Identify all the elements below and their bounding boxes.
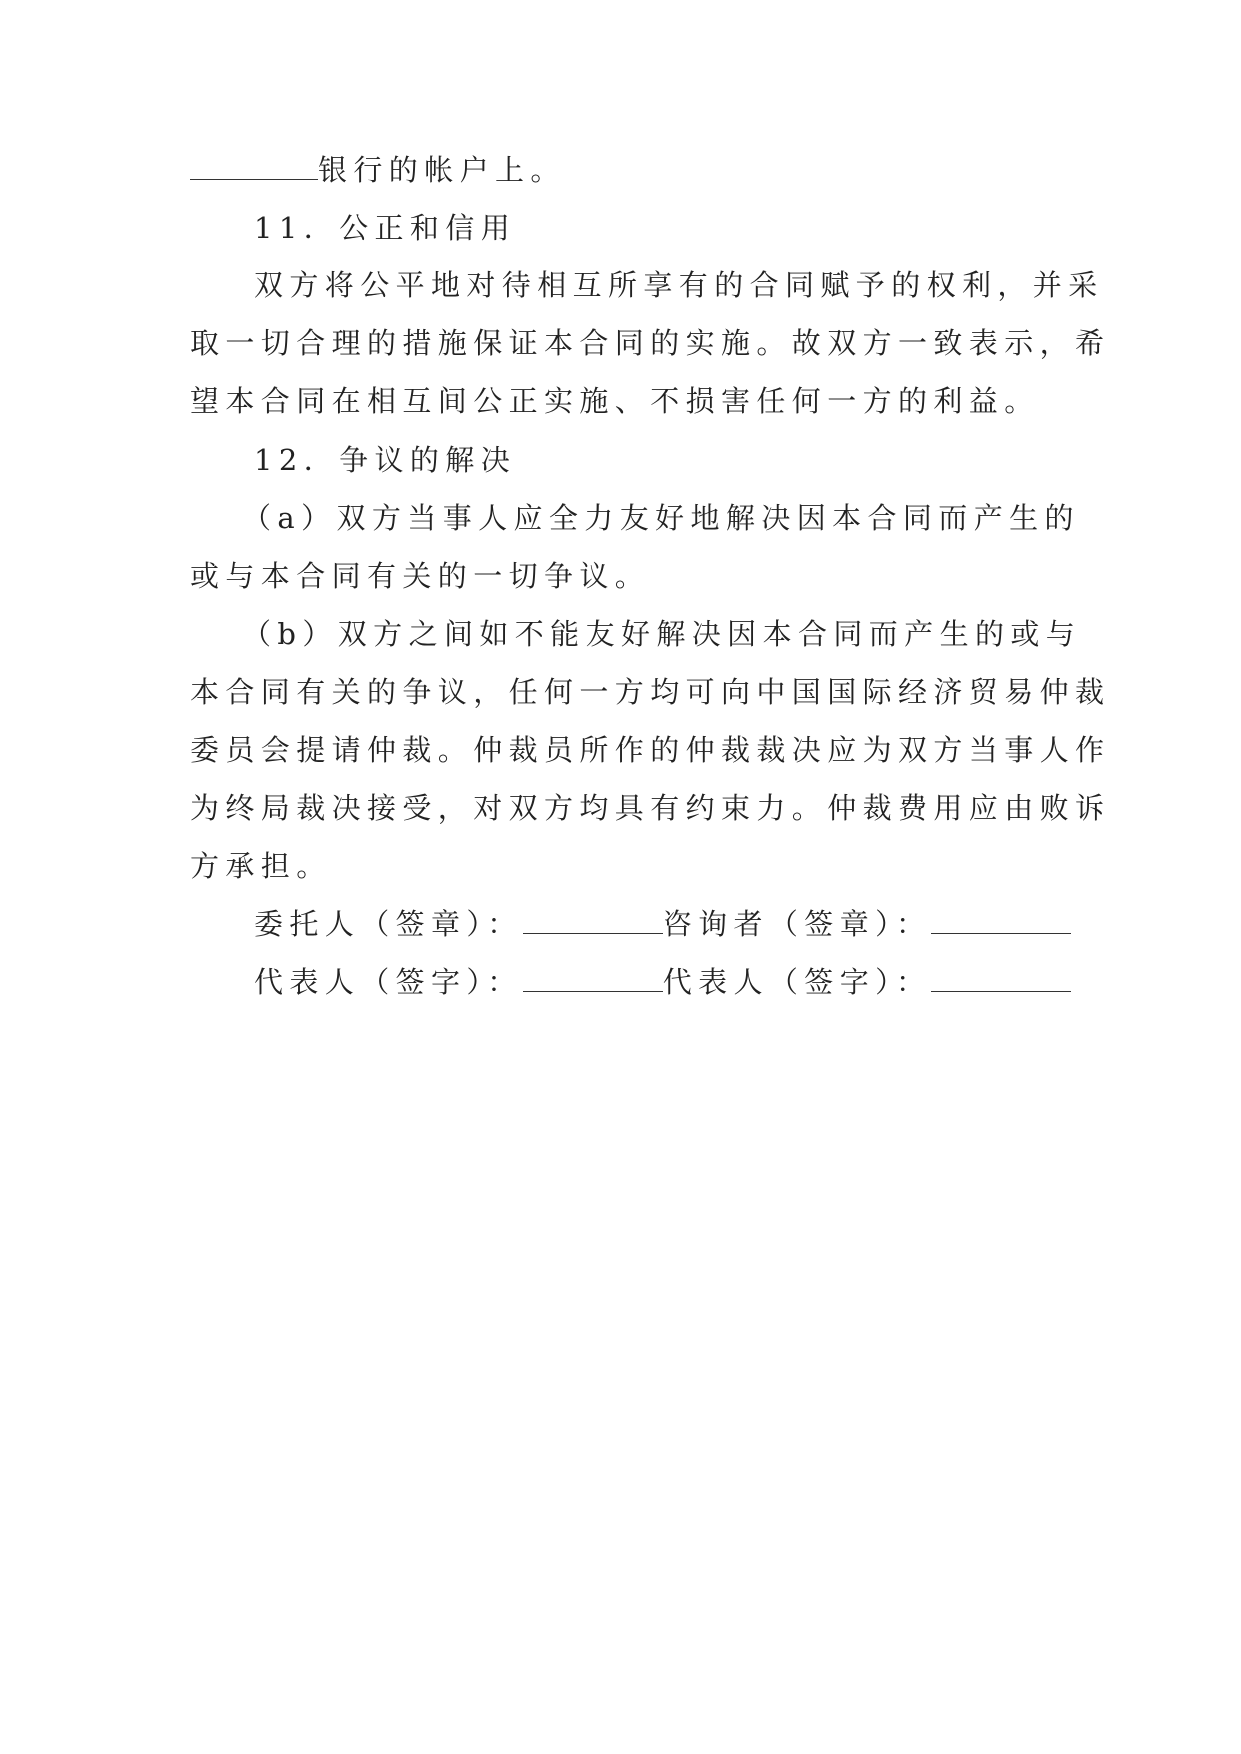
section-11-paragraph-line: 取一切合理的措施保证本合同的实施。故双方一致表示，希 xyxy=(190,326,1111,360)
section-12-item-b-line: 委员会提请仲裁。仲裁员所作的仲裁裁决应为双方当事人作 xyxy=(190,733,1111,767)
client-representative-label: 代表人（签字）： xyxy=(254,965,523,999)
bank-account-line xyxy=(190,150,1050,190)
signature-row-seal xyxy=(254,904,1054,944)
section-12-item-b-line: 方承担。 xyxy=(190,849,332,883)
section-11-paragraph-line: 望本合同在相互间公正实施、不损害任何一方的利益。 xyxy=(190,384,1040,418)
section-11-paragraph-line: 双方将公平地对待相互所享有的合同赋予的权利，并采 xyxy=(254,268,1104,302)
consultant-seal-blank[interactable] xyxy=(931,907,1071,934)
signature-row-representative xyxy=(254,962,1054,1002)
bank-name-blank[interactable] xyxy=(190,153,318,180)
section-12-item-b-line: 本合同有关的争议，任何一方均可向中国国际经济贸易仲裁 xyxy=(190,675,1111,709)
consultant-representative-label: 代表人（签字）： xyxy=(662,965,932,999)
section-12-item-a-line: 或与本合同有关的一切争议。 xyxy=(190,559,651,593)
bank-account-text: 银行的帐户上。 xyxy=(318,153,566,187)
consultant-representative-blank[interactable] xyxy=(931,965,1071,992)
section-12-item-b-line: 为终局裁决接受，对双方均具有约束力。仲裁费用应由败诉 xyxy=(190,791,1111,825)
section-12-heading: 12．争议的解决 xyxy=(254,443,517,477)
section-11-heading: 11．公正和信用 xyxy=(254,211,517,245)
client-representative-blank[interactable] xyxy=(523,965,663,992)
section-12-item-b-line: （b）双方之间如不能友好解决因本合同而产生的或与 xyxy=(242,617,1082,651)
consultant-seal-label: 咨询者（签章）： xyxy=(662,907,932,941)
section-12-item-a-line: （a）双方当事人应全力友好地解决因本合同而产生的 xyxy=(242,501,1080,535)
client-seal-blank[interactable] xyxy=(523,907,663,934)
client-seal-label: 委托人（签章）： xyxy=(254,907,523,941)
